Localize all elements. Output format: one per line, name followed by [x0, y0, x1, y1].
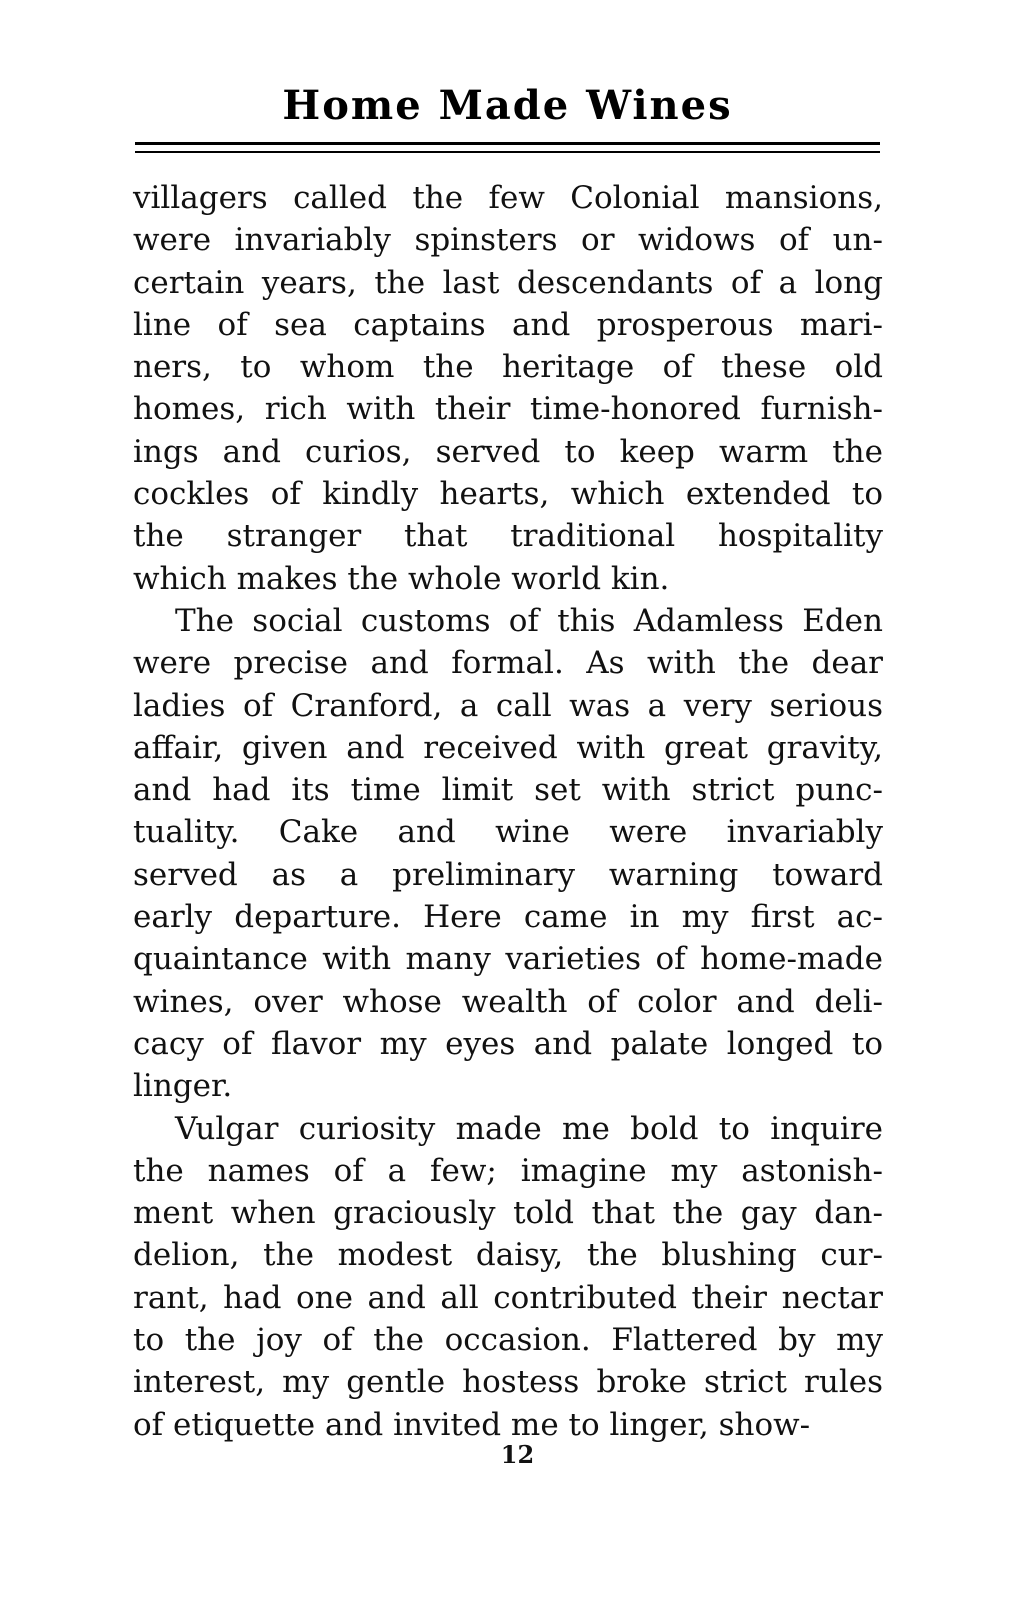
text-line: The social customs of this Adamless Eden	[175, 602, 883, 639]
body-text	[133, 177, 883, 1446]
text-line: homes, rich with their time-honored furnish-	[133, 391, 883, 428]
text-line: cockles of kindly hearts, which extended to	[133, 476, 883, 513]
header-rule-thick	[135, 142, 880, 145]
text-line: were precise and formal. As with the dear	[133, 645, 883, 682]
text-line: quaintance with many varieties of home-made	[133, 941, 883, 978]
text-line: ladies of Cranford, a call was a very serious	[133, 687, 883, 724]
text-line: delion, the modest daisy, the blushing cur-	[133, 1237, 883, 1274]
text-line: line of sea captains and prosperous mari-	[133, 306, 883, 343]
text-line: wines, over whose wealth of color and deli-	[133, 983, 883, 1020]
paragraph	[133, 177, 883, 600]
text-line: villagers called the few Colonial mansions,	[133, 180, 883, 216]
text-line: and had its time limit set with strict punc-	[133, 772, 883, 809]
text-line: were invariably spinsters or widows of un-	[133, 222, 883, 259]
text-line: the names of a few; imagine my astonish-	[133, 1152, 883, 1189]
header-double-rule	[135, 142, 880, 158]
text-line: affair, given and received with great gravity,	[133, 729, 883, 766]
text-line: linger.	[133, 1068, 233, 1105]
paragraph	[133, 1108, 883, 1446]
text-line: early departure. Here came in my first ac-	[133, 899, 883, 936]
text-line: ings and curios, served to keep warm the	[133, 433, 883, 470]
text-line: which makes the whole world kin.	[133, 560, 670, 597]
page-number: 12	[500, 1440, 535, 1469]
text-line: of etiquette and invited me to linger, show-	[133, 1406, 811, 1443]
header-rule-thin	[135, 151, 880, 153]
text-line: rant, had one and all contributed their nectar	[133, 1279, 883, 1316]
text-line: ment when graciously told that the gay dan-	[133, 1195, 883, 1232]
text-line: to the joy of the occasion. Flattered by my	[133, 1322, 883, 1359]
text-line: cacy of flavor my eyes and palate longed to	[133, 1025, 883, 1062]
text-line: Vulgar curiosity made me bold to inquire	[175, 1110, 883, 1147]
paragraph	[133, 600, 883, 1108]
text-line: served as a preliminary warning toward	[133, 856, 883, 893]
text-line: certain years, the last descendants of a long	[133, 264, 883, 301]
text-line: interest, my gentle hostess broke strict rules	[133, 1364, 883, 1401]
text-line: the stranger that traditional hospitality	[133, 518, 883, 555]
running-title: Home Made Wines	[282, 82, 733, 129]
text-line: ners, to whom the heritage of these old	[133, 349, 883, 386]
text-line: tuality. Cake and wine were invariably	[133, 814, 883, 851]
